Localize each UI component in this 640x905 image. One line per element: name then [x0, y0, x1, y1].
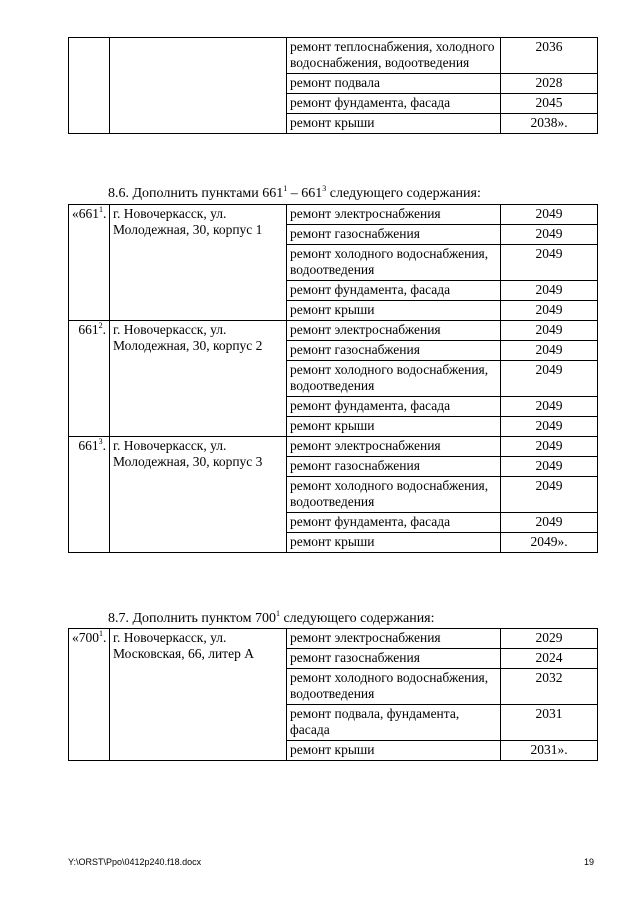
- work-cell: ремонт подвала: [287, 74, 501, 94]
- section-8-6-table: [68, 204, 598, 553]
- year-cell: 2049: [501, 437, 598, 457]
- work-cell: ремонт подвала, фундамента, фасада: [287, 705, 501, 741]
- work-cell: ремонт газоснабжения: [287, 225, 501, 245]
- work-cell: ремонт теплоснабжения, холодного водоснабжения, водоотведения: [287, 38, 501, 74]
- address-cell: г. Новочеркасск, ул. Молодежная, 30, корпус 2: [110, 321, 287, 437]
- year-cell: 2032: [501, 669, 598, 705]
- address-cell: г. Новочеркасск, ул. Московская, 66, литер А: [110, 629, 287, 761]
- table-row: [69, 38, 598, 74]
- year-cell: 2031: [501, 705, 598, 741]
- year-cell: 2031».: [501, 741, 598, 761]
- year-cell: 2049: [501, 397, 598, 417]
- year-cell: 2028: [501, 74, 598, 94]
- work-cell: ремонт холодного водоснабжения, водоотведения: [287, 361, 501, 397]
- work-cell: ремонт электроснабжения: [287, 437, 501, 457]
- work-cell: ремонт фундамента, фасада: [287, 94, 501, 114]
- year-cell: 2049: [501, 361, 598, 397]
- address-cell: г. Новочеркасск, ул. Молодежная, 30, корпус 1: [110, 205, 287, 321]
- work-cell: ремонт холодного водоснабжения, водоотведения: [287, 669, 501, 705]
- year-cell: 2029: [501, 629, 598, 649]
- work-cell: ремонт фундамента, фасада: [287, 397, 501, 417]
- work-cell: ремонт электроснабжения: [287, 629, 501, 649]
- work-cell: ремонт крыши: [287, 114, 501, 134]
- year-cell: 2049: [501, 205, 598, 225]
- year-cell: 2049: [501, 281, 598, 301]
- work-cell: ремонт крыши: [287, 741, 501, 761]
- year-cell: 2049: [501, 477, 598, 513]
- work-cell: ремонт крыши: [287, 533, 501, 553]
- page-number: 19: [584, 857, 595, 867]
- work-cell: ремонт крыши: [287, 301, 501, 321]
- year-cell: 2045: [501, 94, 598, 114]
- item-number: $661^2$.: [69, 321, 110, 437]
- number-cell: [69, 38, 110, 134]
- year-cell: 2049: [501, 225, 598, 245]
- section-heading-8-7: 8.7. Дополнить пунктом $700^1$ следующего содержания:: [108, 609, 435, 626]
- work-cell: ремонт электроснабжения: [287, 205, 501, 225]
- work-cell: ремонт газоснабжения: [287, 457, 501, 477]
- year-cell: 2049: [501, 301, 598, 321]
- year-cell: 2049: [501, 513, 598, 533]
- table-row: [69, 205, 598, 225]
- work-cell: ремонт фундамента, фасада: [287, 281, 501, 301]
- work-cell: ремонт крыши: [287, 417, 501, 437]
- work-cell: ремонт фундамента, фасада: [287, 513, 501, 533]
- year-cell: 2049: [501, 457, 598, 477]
- year-cell: 2049: [501, 245, 598, 281]
- year-cell: 2049: [501, 321, 598, 341]
- year-cell: 2038».: [501, 114, 598, 134]
- year-cell: 2024: [501, 649, 598, 669]
- table-row: [69, 321, 598, 341]
- year-cell: 2049: [501, 341, 598, 361]
- year-cell: 2049».: [501, 533, 598, 553]
- work-cell: ремонт холодного водоснабжения, водоотведения: [287, 477, 501, 513]
- continuation-table: [68, 37, 598, 134]
- work-cell: ремонт газоснабжения: [287, 341, 501, 361]
- item-number: $661^3$.: [69, 437, 110, 553]
- table-row: [69, 629, 598, 649]
- table-row: [69, 437, 598, 457]
- item-number: «$661^1$.: [69, 205, 110, 321]
- year-cell: 2036: [501, 38, 598, 74]
- work-cell: ремонт газоснабжения: [287, 649, 501, 669]
- item-number: «$700^1$.: [69, 629, 110, 761]
- address-cell: [110, 38, 287, 134]
- work-cell: ремонт холодного водоснабжения, водоотведения: [287, 245, 501, 281]
- footer-file-path: Y:\ORST\Ppo\0412p240.f18.docx: [68, 857, 202, 867]
- address-cell: г. Новочеркасск, ул. Молодежная, 30, корпус 3: [110, 437, 287, 553]
- section-8-7-table: [68, 628, 598, 761]
- year-cell: 2049: [501, 417, 598, 437]
- section-heading-8-6: 8.6. Дополнить пунктами $661^1 - 661^3$ следующего содержания:: [108, 184, 481, 201]
- work-cell: ремонт электроснабжения: [287, 321, 501, 341]
